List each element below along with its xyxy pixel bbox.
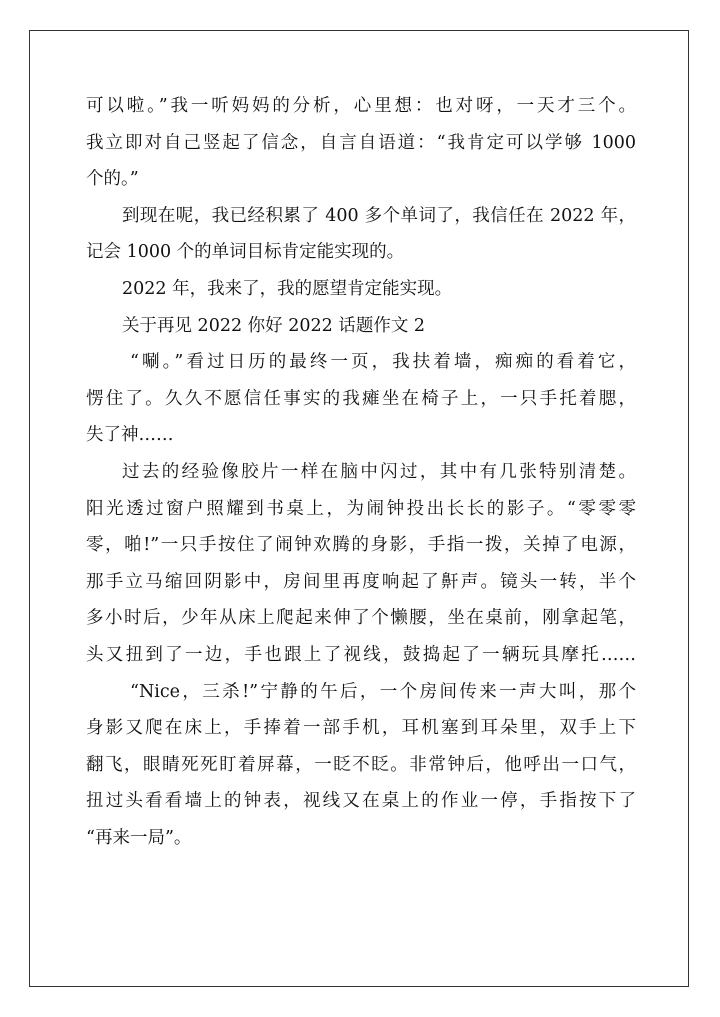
text-line: 可以啦。”我一听妈妈的分析，心里想：也对呀，一天才三个。 — [86, 96, 636, 116]
text-line: 个的。” — [86, 169, 139, 190]
section-heading: 关于再见 2022 你好 2022 话题作文 2 — [122, 315, 426, 336]
text-line: 阳光透过窗户照耀到书桌上，为闹钟投出长长的影子。“零零零 — [86, 498, 636, 519]
paragraph-start: 到现在呢，我已经积累了 400 多个单词了，我信任在 2022 年， — [122, 205, 636, 226]
text-line: 那手立马缩回阴影中，房间里再度响起了鼾声。镜头一转，半个 — [86, 571, 636, 592]
text-line: 扭过头看看墙上的钟表，视线又在桌上的作业一停，手指按下了 — [86, 791, 636, 812]
paragraph-start: “Nice，三杀!”宁静的午后，一个房间传来一声大叫，那个 — [130, 681, 636, 702]
text-line: 记会 1000 个的单词目标肯定能实现的。 — [86, 242, 405, 263]
text-line: 身影又爬在床上，手捧着一部手机，耳机塞到耳朵里，双手上下 — [86, 718, 636, 739]
text-line: 多小时后，少年从床上爬起来伸了个懒腰，坐在桌前，刚拿起笔， — [86, 608, 636, 629]
paragraph-start: 过去的经验像胶片一样在脑中闪过，其中有几张特别清楚。 — [122, 461, 636, 482]
text-line: 失了神…… — [86, 425, 174, 446]
text-line: 我立即对自己竖起了信念，自言自语道：“我肯定可以学够 1000 — [86, 132, 636, 153]
text-line: 愣住了。久久不愿信任事实的我瘫坐在椅子上，一只手托着腮， — [86, 388, 636, 409]
text-line: 头又扭到了一边，手也跟上了视线，鼓捣起了一辆玩具摩托…… — [86, 644, 636, 665]
text-line: “再来一局”。 — [86, 827, 192, 848]
text-line: 零，啪!”一只手按住了闹钟欢腾的身影，手指一拨，关掉了电源， — [86, 535, 636, 556]
paragraph-start: 2022 年，我来了，我的愿望肯定能实现。 — [122, 278, 453, 299]
text-line: 翻飞，眼睛死死盯着屏幕，一眨不眨。非常钟后，他呼出一口气， — [86, 754, 636, 775]
document-body — [86, 88, 636, 856]
paragraph-start: “唰。”看过日历的最终一页，我扶着墙，痴痴的看着它， — [130, 352, 636, 373]
